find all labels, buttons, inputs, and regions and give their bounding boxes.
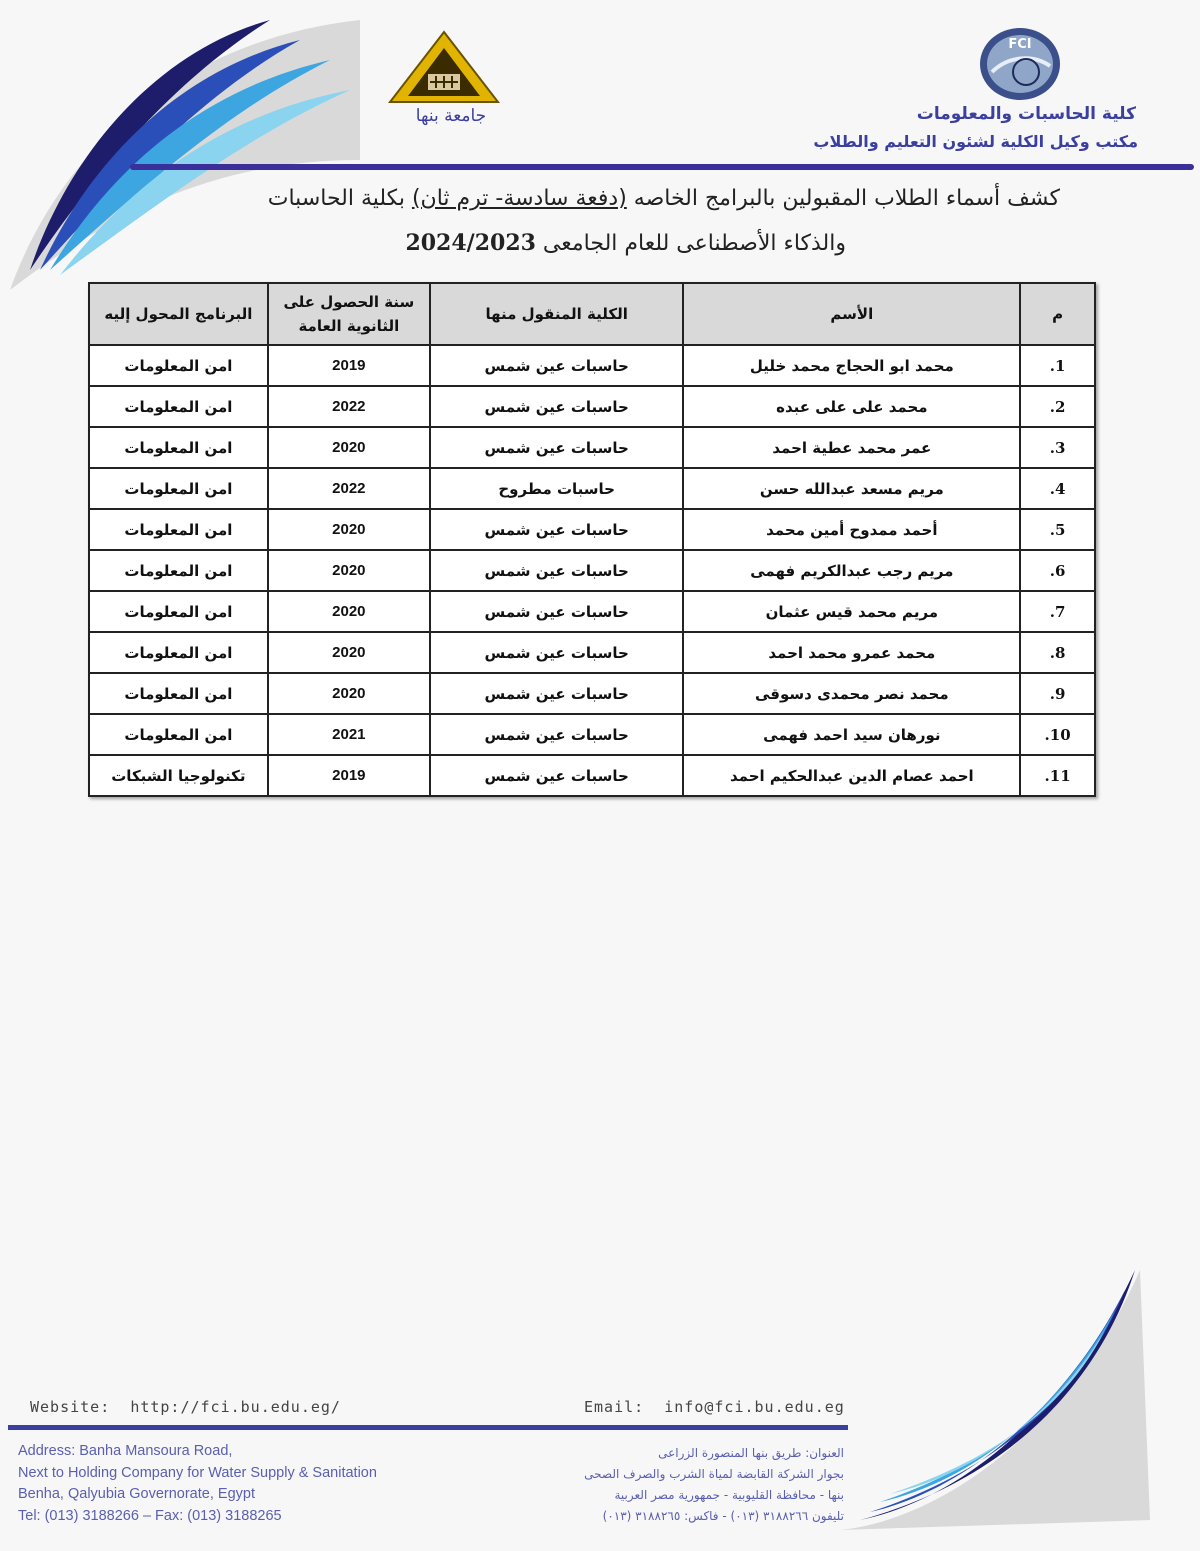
footer-website (30, 1398, 341, 1416)
source-faculty: حاسبات مطروح (430, 468, 684, 509)
table-row (89, 755, 1095, 796)
target-program: امن المعلومات (89, 673, 268, 714)
target-program: امن المعلومات (89, 427, 268, 468)
table-row (89, 509, 1095, 550)
row-number: 4. (1020, 468, 1095, 509)
student-name: مريم محمد قيس عثمان (683, 591, 1020, 632)
website-link[interactable]: http://fci.bu.edu.eg/ (130, 1398, 341, 1416)
source-faculty: حاسبات عين شمس (430, 714, 684, 755)
student-name: محمد على على عبده (683, 386, 1020, 427)
row-number: 5. (1020, 509, 1095, 550)
address-arabic (584, 1443, 844, 1527)
faculty-name: كلية الحاسبات والمعلومات (916, 104, 1136, 124)
students-table (88, 282, 1096, 797)
row-number: 2. (1020, 386, 1095, 427)
address-en-line: Tel: (013) 3188266 – Fax: (013) 3188265 (18, 1507, 282, 1524)
website-label: Website: (30, 1398, 111, 1416)
row-number: 3. (1020, 427, 1095, 468)
address-ar-line: العنوان: طريق بنها المنصورة الزراعى (658, 1446, 844, 1460)
secondary-year: 2020 (268, 591, 430, 632)
target-program: امن المعلومات (89, 468, 268, 509)
source-faculty: حاسبات عين شمس (430, 755, 684, 796)
address-ar-line: بجوار الشركة القابضة لمياة الشرب والصرف الصحى (584, 1467, 844, 1481)
student-name: مريم مسعد عبدالله حسن (683, 468, 1020, 509)
row-number: 11. (1020, 755, 1095, 796)
target-program: تكنولوجيا الشبكات (89, 755, 268, 796)
source-faculty: حاسبات عين شمس (430, 591, 684, 632)
student-name: أحمد ممدوح أمين محمد (683, 509, 1020, 550)
academic-year: 2024/2023 (405, 230, 536, 256)
footer-divider (8, 1425, 848, 1430)
source-faculty: حاسبات عين شمس (430, 427, 684, 468)
student-name: محمد عمرو محمد احمد (683, 632, 1020, 673)
address-english (18, 1441, 377, 1527)
table-row (89, 673, 1095, 714)
source-faculty: حاسبات عين شمس (430, 673, 684, 714)
source-faculty: حاسبات عين شمس (430, 509, 684, 550)
target-program: امن المعلومات (89, 386, 268, 427)
benha-university-logo (388, 30, 500, 106)
table-row (89, 345, 1095, 386)
student-name: عمر محمد عطية احمد (683, 427, 1020, 468)
footer-email (584, 1398, 845, 1416)
row-number: 1. (1020, 345, 1095, 386)
source-faculty: حاسبات عين شمس (430, 345, 684, 386)
table-row (89, 591, 1095, 632)
student-name: احمد عصام الدين عبدالحكيم احمد (683, 755, 1020, 796)
row-number: 9. (1020, 673, 1095, 714)
target-program: امن المعلومات (89, 345, 268, 386)
header-num: م (1020, 283, 1095, 345)
secondary-year: 2020 (268, 550, 430, 591)
email-label: Email: (584, 1398, 645, 1416)
row-number: 10. (1020, 714, 1095, 755)
title-text-part-1: كشف أسماء الطلاب المقبولين بالبرامج الخاصه (626, 186, 1060, 211)
table-header-row (89, 283, 1095, 345)
document-title-line-1 (268, 186, 1060, 211)
faculty-office: مكتب وكيل الكلية لشئون التعليم والطلاب (813, 132, 1138, 151)
table-body (89, 345, 1095, 796)
table-row (89, 468, 1095, 509)
target-program: امن المعلومات (89, 591, 268, 632)
target-program: امن المعلومات (89, 550, 268, 591)
title-text-part-3: والذكاء الأصطناعى للعام الجامعى (535, 231, 846, 256)
row-number: 7. (1020, 591, 1095, 632)
target-program: امن المعلومات (89, 714, 268, 755)
address-ar-line: تليفون ٣١٨٨٢٦٦ (٠١٣) - فاكس: ٣١٨٨٢٦٥ (٠١٣) (602, 1509, 844, 1523)
secondary-year: 2020 (268, 509, 430, 550)
table-row (89, 427, 1095, 468)
student-name: نورهان سيد احمد فهمى (683, 714, 1020, 755)
address-en-line: Address: Banha Mansoura Road, (18, 1443, 233, 1459)
secondary-year: 2019 (268, 345, 430, 386)
table-row (89, 386, 1095, 427)
header-name: الأسم (683, 283, 1020, 345)
bottom-right-swoosh-decoration (840, 1250, 1160, 1540)
student-name: مريم رجب عبدالكريم فهمى (683, 550, 1020, 591)
table-row (89, 550, 1095, 591)
address-en-line: Benha, Qalyubia Governorate, Egypt (18, 1486, 255, 1502)
row-number: 6. (1020, 550, 1095, 591)
source-faculty: حاسبات عين شمس (430, 632, 684, 673)
header-program: البرنامج المحول إليه (89, 283, 268, 345)
title-text-part-2: بكلية الحاسبات (267, 186, 412, 211)
secondary-year: 2020 (268, 427, 430, 468)
document-title-line-2 (405, 230, 846, 256)
secondary-year: 2019 (268, 755, 430, 796)
fci-logo (978, 26, 1062, 102)
table-row (89, 632, 1095, 673)
secondary-year: 2022 (268, 468, 430, 509)
address-en-line: Next to Holding Company for Water Supply & Sanitation (18, 1464, 377, 1481)
fci-logo-text: FCI (1008, 37, 1032, 52)
university-name: جامعة بنها (415, 106, 487, 126)
header-divider (130, 164, 1194, 170)
target-program: امن المعلومات (89, 509, 268, 550)
target-program: امن المعلومات (89, 632, 268, 673)
row-number: 8. (1020, 632, 1095, 673)
email-link[interactable]: info@fci.bu.edu.eg (664, 1398, 845, 1416)
header-year: سنة الحصول على الثانوية العامة (268, 283, 430, 345)
student-name: محمد نصر محمدى دسوقى (683, 673, 1020, 714)
address-ar-line: بنها - محافظة القليوبية - جمهورية مصر العربية (614, 1488, 844, 1502)
source-faculty: حاسبات عين شمس (430, 386, 684, 427)
header-faculty: الكلية المنقول منها (430, 283, 684, 345)
secondary-year: 2020 (268, 632, 430, 673)
top-left-swoosh-decoration (0, 0, 380, 300)
title-batch-term: (دفعة سادسة- ترم ثان) (411, 186, 627, 211)
secondary-year: 2020 (268, 673, 430, 714)
secondary-year: 2021 (268, 714, 430, 755)
student-name: محمد ابو الحجاج محمد خليل (683, 345, 1020, 386)
secondary-year: 2022 (268, 386, 430, 427)
table-row (89, 714, 1095, 755)
source-faculty: حاسبات عين شمس (430, 550, 684, 591)
